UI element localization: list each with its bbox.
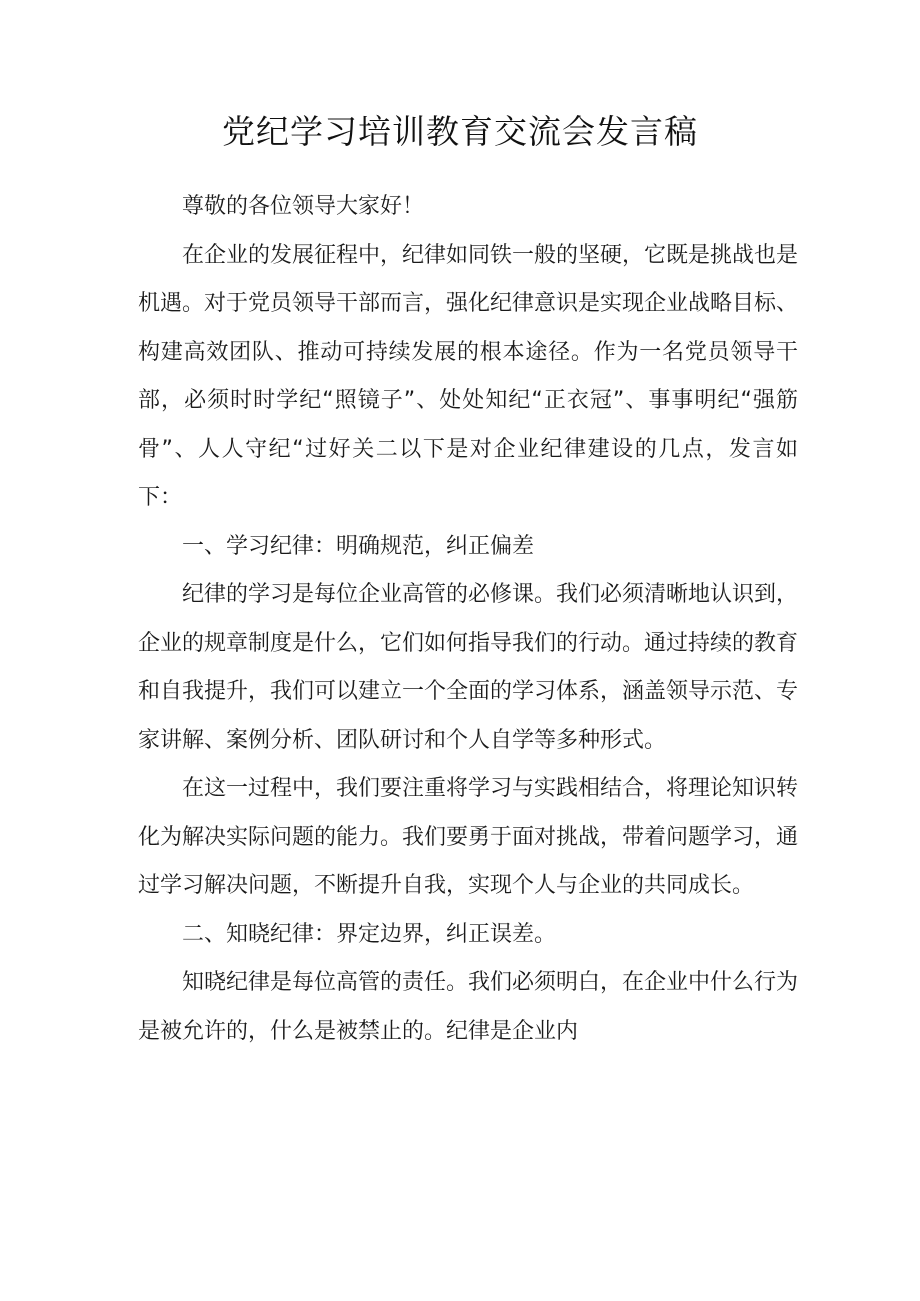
section-heading-2: 二、知晓纪律：界定边界，纠正误差。 xyxy=(182,921,557,947)
body-paragraph: 知晓纪律是每位高管的责任。我们必须明白，在企业中什么行为是被允许的，什么是被禁止的。纪律是企业内 xyxy=(138,970,799,1044)
body-paragraph: 在这一过程中，我们要注重将学习与实践相结合，将理论知识转化为解决实际问题的能力。我们要勇于面对挑战，带着问题学习，通过学习解决问题，不断提升自我，实现个人与企业的共同成长。 xyxy=(138,776,799,898)
document-body xyxy=(138,183,798,1056)
intro-paragraph: 在企业的发展征程中，纪律如同铁一般的坚硬，它既是挑战也是机遇。对于党员领导干部而言，强化纪律意识是实现企业战略目标、构建高效团队、推动可持续发展的根本途径。作为一名党员领导干部，必须时时学纪“照镜子”、处处知纪“正衣冠”、事事明纪“强筋骨”、人人守纪“过好关二以下是对企业纪律建设的几点，发言如下： xyxy=(138,242,799,510)
greeting-paragraph: 尊敬的各位领导大家好！ xyxy=(182,194,425,219)
section-heading-1: 一、学习纪律：明确规范，纠正偏差 xyxy=(182,533,535,559)
document-title: 党纪学习培训教育交流会发言稿 xyxy=(222,112,698,151)
body-paragraph: 纪律的学习是每位企业高管的必修课。我们必须清晰地认识到，企业的规章制度是什么，它们如何指导我们的行动。通过持续的教育和自我提升，我们可以建立一个全面的学习体系，涵盖领导示范、专家讲解、案例分析、团队研讨和个人自学等多种形式。 xyxy=(138,582,799,753)
